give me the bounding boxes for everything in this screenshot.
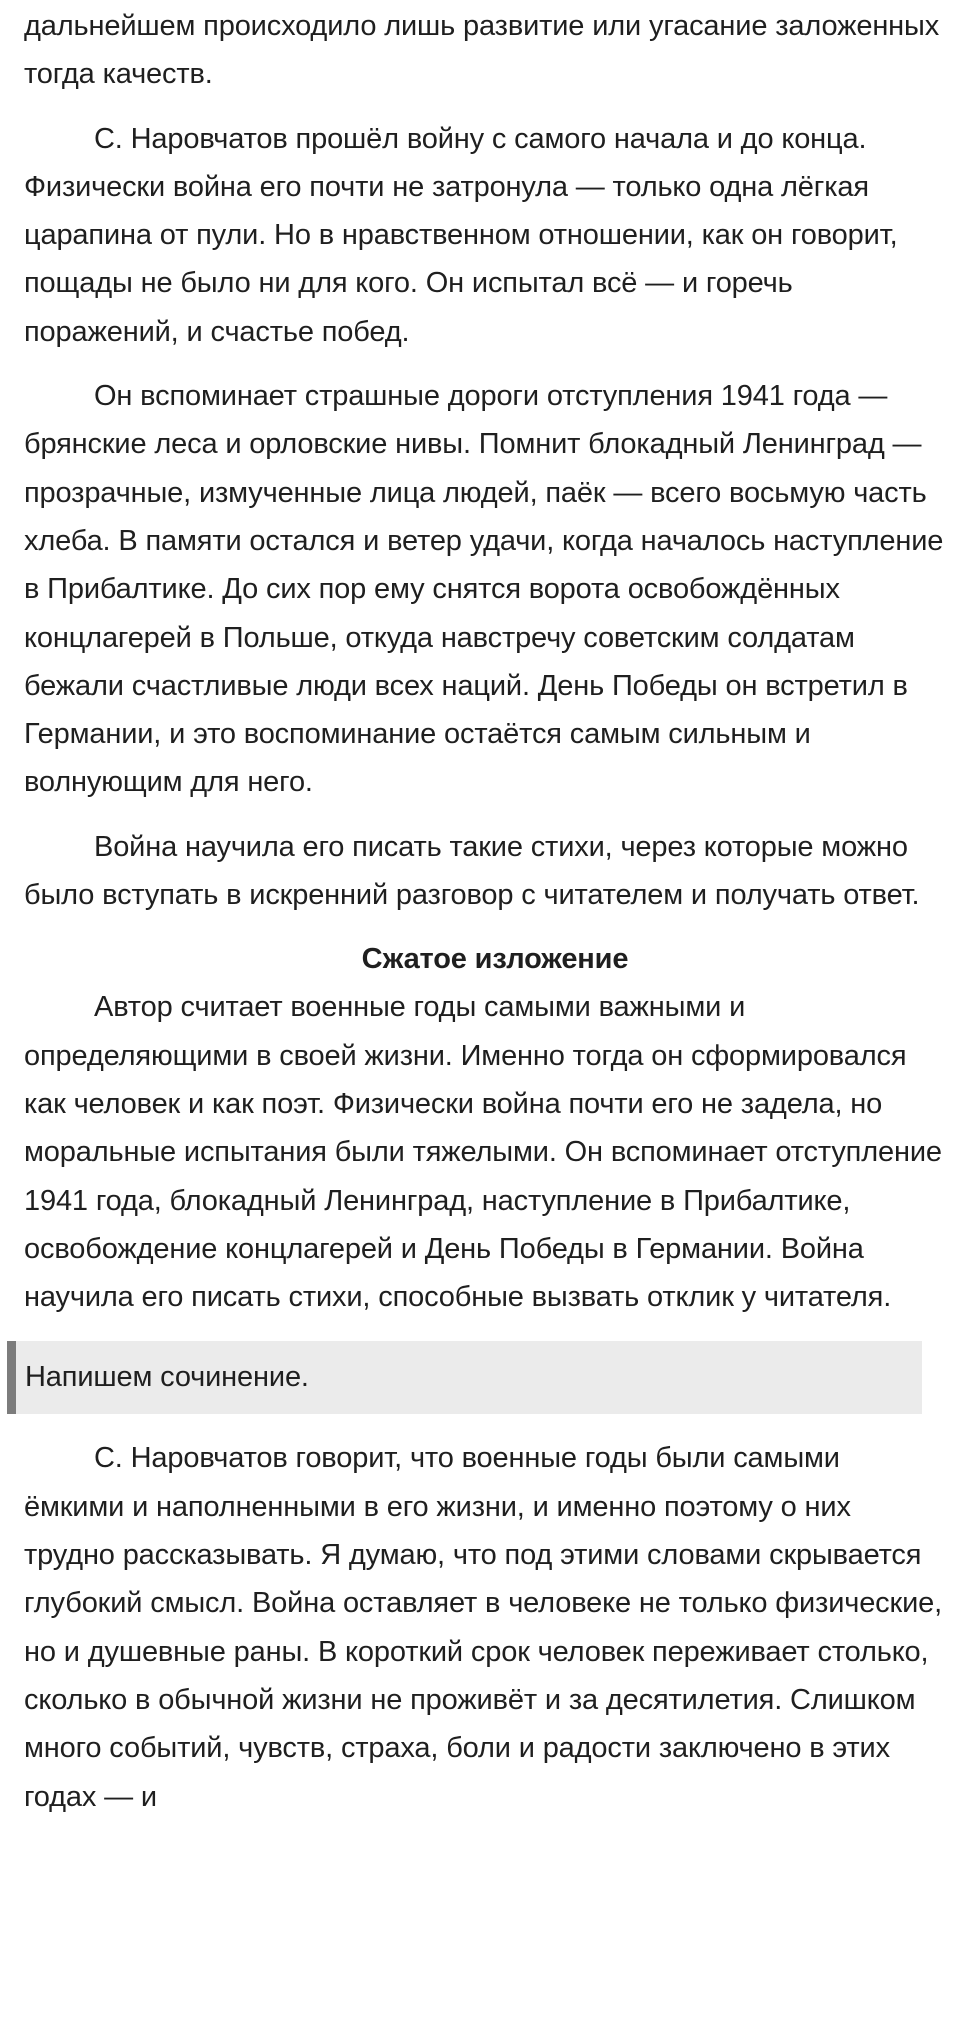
essay-paragraph: С. Наровчатов говорит, что военные годы были самыми ёмкими и наполненными в его жизни, и именно поэтому о них трудно рассказывать. Я думаю, что под этими словами скрывается глубокий смысл. Война оставляет в человеке не только физические, но и душевные раны. В короткий срок человек переживает столько, сколько в обычной жизни не проживёт и за десятилетия. Слишком много событий, чувств, страха, боли и радости заключено в этих годах — и	[24, 1442, 943, 1813]
paragraph-war-memories: Он вспоминает страшные дороги отступления 1941 года — брянские леса и орловские нивы. Помнит блокадный Ленинград — прозрачные, измученные лица людей, паёк — всего восьмую часть хлеба. В памяти остался и ветер удачи, когда началось наступление в Прибалтике. До сих пор ему снятся ворота освобождённых концлагерей в Польше, откуда навстречу советским солдатам бежали счастливые люди всех наций. День Победы он встретил в Германии, и это воспоминание остаётся самым сильным и волнующим для него.	[24, 380, 944, 799]
callout-text: Напишем сочинение.	[25, 1361, 309, 1394]
paragraph-war-experience: С. Наровчатов прошёл войну с самого начала и до конца. Физически война его почти не затронула — только одна лёгкая царапина от пули. Но в нравственном отношении, как он говорит, пощады не было ни для кого. Он испытал всё — и горечь поражений, и счастье побед.	[24, 122, 898, 348]
paragraph-poetry: Война научила его писать такие стихи, через которые можно было вступать в искренний разговор с читателем и получать ответ.	[24, 830, 920, 912]
summary-paragraph: Автор считает военные годы самыми важными и определяющими в своей жизни. Именно тогда он сформировался как человек и как поэт. Физически война почти его не задела, но моральные испытания были тяжелыми. Он вспоминает отступление 1941 года, блокадный Ленинград, наступление в Прибалтике, освобождение концлагерей и День Победы в Германии. Война научила его писать стихи, способные вызвать отклик у читателя.	[24, 991, 942, 1314]
summary-heading: Сжатое изложение	[361, 943, 629, 976]
paragraph-continuation: дальнейшем происходило лишь развитие или угасание заложенных тогда качеств.	[24, 10, 940, 91]
essay-callout	[7, 1341, 922, 1414]
